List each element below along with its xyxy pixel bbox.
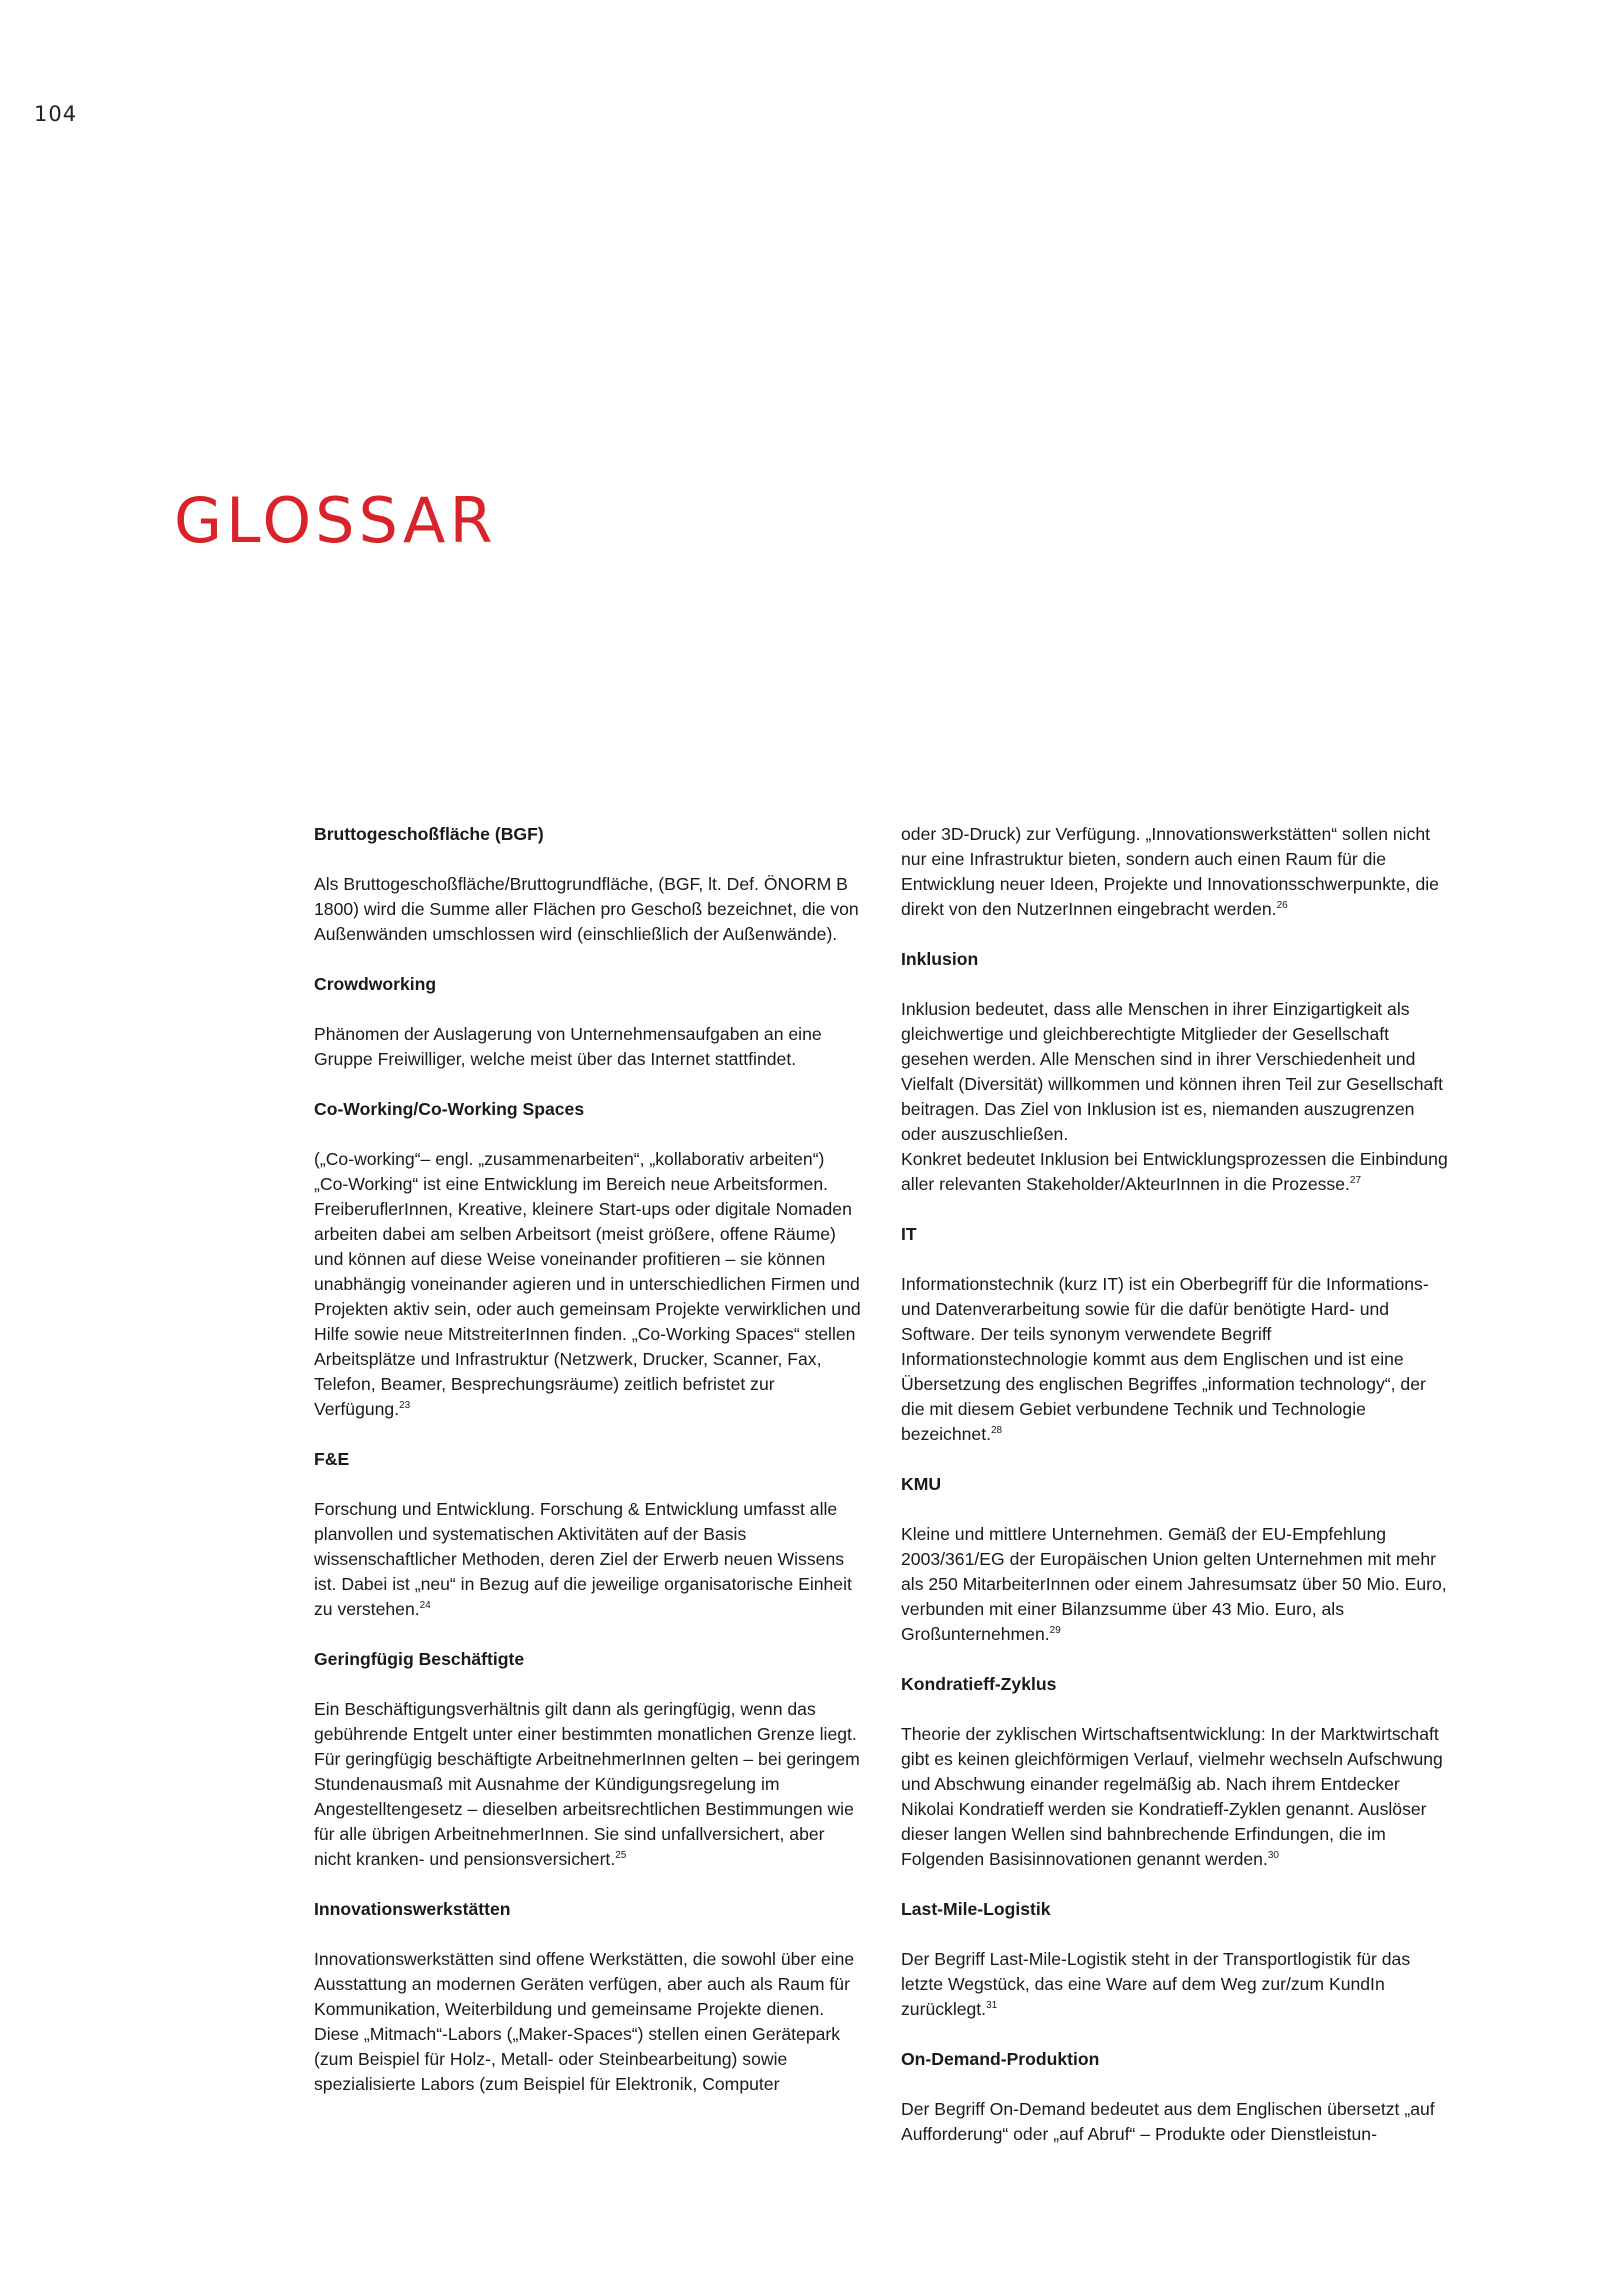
glossary-term: Innovationswerkstätten bbox=[314, 1899, 511, 1919]
footnote-ref: 30 bbox=[1267, 1850, 1279, 1861]
glossary-definition: Kleine und mittlere Unternehmen. Gemäß der EU-Empfehlung 2003/361/EG der Europäischen Union gelten Unternehmen mit mehr als 250 MitarbeiterInnen oder einem Jahresumsatz über 50 Mio. Euro, verbunden mit einer Bilanzsumme über 43 Mio. Euro, als Großunternehmen.$^{29}$ bbox=[901, 1524, 1447, 1644]
glossary-column-right bbox=[901, 822, 1449, 2172]
glossary-definition: Forschung und Entwicklung. Forschung & Entwicklung umfasst alle planvollen und systematischen Aktivitäten auf der Basis wissenschaftlicher Methoden, deren Ziel der Erwerb neuen Wissens ist. Dabei ist „neu“ in Bezug auf die jeweilige organisatorische Einheit zu verstehen.$^{24}$ bbox=[314, 1499, 852, 1619]
definition-paragraph: Konkret bedeutet Inklusion bei Entwicklungsprozessen die Einbindung aller relevanten Stakeholder/AkteurInnen in die Prozesse.$^{27}$ bbox=[901, 1149, 1448, 1194]
glossary-term: Co-Working/Co-Working Spaces bbox=[314, 1099, 585, 1119]
glossary-definition: Ein Beschäftigungsverhältnis gilt dann als geringfügig, wenn das gebührende Entgelt unter einer bestimmten monatlichen Grenze liegt. Für geringfügig beschäftigte ArbeitnehmerInnen gelten – bei geringem Stundenausmaß mit Ausnahme der Kündigungsregelung im Angestelltengesetz – dieselben arbeitsrechtlichen Bestimmungen wie für alle übrigen ArbeitnehmerInnen. Sie sind unfallversichert, aber nicht kranken- und pensionsversichert.$^{25}$ bbox=[314, 1699, 860, 1869]
glossary-term: KMU bbox=[901, 1474, 942, 1494]
footnote-ref: 24 bbox=[419, 1600, 431, 1611]
glossary-term: IT bbox=[901, 1224, 917, 1244]
glossary-definition: Innovationswerkstätten sind offene Werkstätten, die sowohl über eine Ausstattung an modernen Geräten verfügen, aber auch als Raum für Kommunikation, Weiterbildung und gemeinsame Projekte dienen. Diese „Mitmach“-Labors („Maker-Spaces“) stellen einen Gerätepark (zum Beispiel für Holz-, Metall- oder Steinbearbeitung) sowie spezialisierte Labors (zum Beispiel für Elektronik, Computer bbox=[314, 1949, 855, 2094]
glossary-term: Kondratieff-Zyklus bbox=[901, 1674, 1057, 1694]
glossary-definition: Theorie der zyklischen Wirtschaftsentwicklung: In der Marktwirtschaft gibt es keinen gleichförmigen Verlauf, vielmehr wechseln Aufschwung und Abschwung einander regelmäßig ab. Nach ihrem Entdecker Nikolai Kondratieff werden sie Kondratieff-Zyklen genannt. Auslöser dieser langen Wellen sind bahnbrechende Erfindungen, die im Folgenden Basisinnovationen genannt werden.$^{30}$ bbox=[901, 1724, 1443, 1869]
glossary-term: F&E bbox=[314, 1449, 350, 1469]
glossary-definition-continued: oder 3D-Druck) zur Verfügung. „Innovationswerkstätten“ sollen nicht nur eine Infrastruktur bieten, sondern auch einen Raum für die Entwicklung neuer Ideen, Projekte und Innovationsschwerpunkte, die direkt von den NutzerInnen eingebracht werden.$^{26}$ bbox=[901, 824, 1439, 919]
page-number: 104 bbox=[34, 102, 78, 126]
footnote-ref: 31 bbox=[986, 2000, 998, 2011]
footnote-ref: 23 bbox=[399, 1400, 411, 1411]
glossary-definition: Der Begriff On-Demand bedeutet aus dem Englischen übersetzt „auf Aufforderung“ oder „auf Abruf“ – Produkte oder Dienstleistun- bbox=[901, 2099, 1435, 2144]
glossary-definition bbox=[901, 997, 1449, 1197]
glossary-column-left bbox=[314, 822, 862, 2122]
footnote-ref: 29 bbox=[1049, 1625, 1061, 1636]
glossary-definition: Informationstechnik (kurz IT) ist ein Oberbegriff für die Informations- und Datenverarbeitung sowie für die dafür benötigte Hard- und Software. Der teils synonym verwendete Begriff Informationstechnologie kommt aus dem Englischen und ist eine Übersetzung des englischen Begriffes „information technology“, der die mit diesem Gebiet verbundene Technik und Technologie bezeichnet.$^{28}$ bbox=[901, 1274, 1429, 1444]
definition-paragraph: Inklusion bedeutet, dass alle Menschen in ihrer Einzigartigkeit als gleichwertige und gleichberechtigte Mitglieder der Gesellschaft gesehen werden. Alle Menschen sind in ihrer Verschiedenheit und Vielfalt (Diversität) willkommen und können ihren Teil zur Gesellschaft beitragen. Das Ziel von Inklusion ist es, niemanden auszugrenzen oder auszuschließen. bbox=[901, 999, 1444, 1144]
glossary-term: Inklusion bbox=[901, 949, 979, 969]
glossary-term: Geringfügig Beschäftigte bbox=[314, 1649, 525, 1669]
footnote-ref: 28 bbox=[991, 1425, 1003, 1436]
footnote-ref: 25 bbox=[615, 1850, 627, 1861]
footnote-ref: 27 bbox=[1349, 1175, 1362, 1186]
page-title: GLOSSAR bbox=[174, 484, 497, 557]
glossary-term: Crowdworking bbox=[314, 974, 437, 994]
glossary-term: On-Demand-Produktion bbox=[901, 2049, 1100, 2069]
glossary-term: Bruttogeschoßfläche (BGF) bbox=[314, 824, 544, 844]
glossary-definition: Phänomen der Auslagerung von Unternehmensaufgaben an eine Gruppe Freiwilliger, welche meist über das Internet stattfindet. bbox=[314, 1024, 822, 1069]
glossary-definition: Der Begriff Last-Mile-Logistik steht in der Transportlogistik für das letzte Wegstück, das eine Ware auf dem Weg zur/zum KundIn zurücklegt.$^{31}$ bbox=[901, 1949, 1411, 2019]
footnote-ref: 26 bbox=[1276, 900, 1288, 911]
glossary-definition: Als Bruttogeschoßfläche/Bruttogrundfläche, (BGF, lt. Def. ÖNORM B 1800) wird die Summe aller Flächen pro Geschoß bezeichnet, die von Außenwänden umschlossen wird (einschließlich der Außenwände). bbox=[314, 874, 859, 944]
glossary-term: Last-Mile-Logistik bbox=[901, 1899, 1051, 1919]
glossary-definition: („Co-working“– engl. „zusammenarbeiten“, „kollaborativ arbeiten“) „Co-Working“ ist eine Entwicklung im Bereich neue Arbeitsformen. FreiberuflerInnen, Kreative, kleinere Start-ups oder digitale Nomaden arbeiten dabei am selben Arbeitsort (meist größere, offene Räume) und können auf diese Weise voneinander profitieren – sie können unabhängig voneinander agieren und in unterschiedlichen Firmen und Projekten aktiv sein, oder auch gemeinsam Projekte verwirklichen und Hilfe sowie neue MitstreiterInnen finden. „Co-Working Spaces“ stellen Arbeitsplätze und Infrastruktur (Netzwerk, Drucker, Scanner, Fax, Telefon, Beamer, Besprechungsräume) zeitlich befristet zur Verfügung.$^{23}$ bbox=[314, 1149, 861, 1419]
